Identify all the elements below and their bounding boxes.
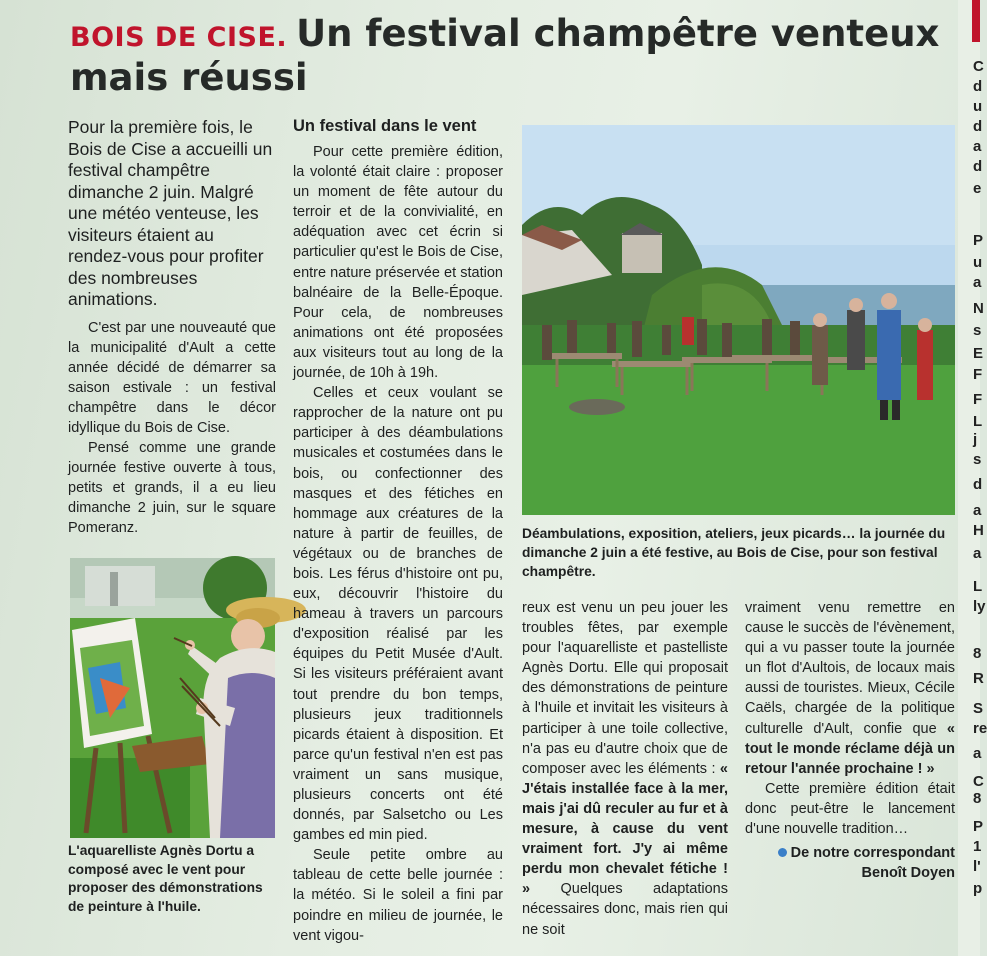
caption-photo-painter: L'aquarelliste Agnès Dortu a composé avec le vent pour proposer des démonstrations de peinture à l'huile. bbox=[68, 843, 263, 914]
edge-fragment: s bbox=[973, 322, 982, 339]
adjacent-article-edge bbox=[958, 0, 987, 956]
edge-fragment: a bbox=[973, 274, 982, 291]
bullet-dot-icon bbox=[778, 848, 787, 857]
edge-fragment: j bbox=[973, 431, 978, 448]
edge-fragment: H bbox=[973, 522, 984, 539]
edge-fragment: d bbox=[973, 118, 983, 135]
edge-fragment: S bbox=[973, 700, 984, 717]
byline-author: Benoît Doyen bbox=[861, 865, 955, 882]
photo-festival-image bbox=[522, 125, 955, 515]
lead-paragraph: Pour la première fois, le Bois de Cise a accueilli un festival champêtre dimanche 2 juin. Malgré une météo venteuse, les visiteurs étaient au rendez-vous pour profiter des nombreuses animations. bbox=[68, 117, 273, 309]
edge-fragment: C bbox=[973, 773, 984, 790]
column-2-paragraph-1: Pour cette première édition, la volonté était claire : proposer un moment de fête autour du terroir et de la convivialité, en adéquation avec cet écrin si particulier qu'est le Bois de Cise, entre nature préservée et station balnéaire de la Belle-Époque. Pour cela, de nombreuses animations ont été proposées aux visiteurs tout au long de la journée, de 10h à 19h. bbox=[293, 144, 503, 382]
column-4-paragraph-1 bbox=[745, 598, 955, 779]
edge-fragment: N bbox=[973, 300, 984, 317]
edge-fragment: F bbox=[973, 391, 983, 408]
edge-fragment: ly bbox=[973, 598, 986, 615]
edge-fragment: d bbox=[973, 158, 983, 175]
edge-fragment: a bbox=[973, 138, 982, 155]
edge-fragment: 8 bbox=[973, 645, 982, 662]
column-4-text-a: vraiment venu remettre en cause le succès de l'évènement, qui a vu passer toute la journée un flot d'Aultois, de locaux mais aussi de touristes. Mieux, Cécile Caëls, chargée de la politique culturelle d'Ault, confie que bbox=[745, 600, 955, 737]
column-3-text-b: Quelques adaptations nécessaires donc, mais rien qui ne soit bbox=[522, 881, 728, 938]
edge-fragment: u bbox=[973, 98, 983, 115]
edge-fragment: F bbox=[973, 366, 983, 383]
headline-title: Un festival champêtre venteux mais réussi bbox=[70, 12, 940, 99]
photo-festival bbox=[522, 125, 955, 515]
edge-fragment: P bbox=[973, 818, 984, 835]
column-2-paragraph-2: Celles et ceux voulant se rapprocher de la nature ont pu participer à des déambulations musicales et costumées dans le bois, ou confectionner des masques et des fétiches en hommage aux créatures de la nature à partir de feuilles, de végétaux ou de branches de bois. Les férus d'histoire ont pu, eux, découvrir l'histoire du hameau à travers un parcours d'exposition réalisé par les équipes du Petit Musée d'Ault. Si les visiteurs préféraient avant tout prendre du bon temps, plusieurs jeux traditionnels picards étaient à disposition. Et parce qu'un festival n'en est pas vraiment un sans musique, plusieurs concerts ont été donnés, par Salsetcho ou Les gambes ed min pied. bbox=[293, 385, 503, 844]
edge-fragment: E bbox=[973, 345, 984, 362]
column-1 bbox=[68, 318, 276, 538]
column-3-text-a: reux est venu un peu jouer les troubles fêtes, par exemple pour l'aquarelliste et pastelliste Agnès Dortu. Elle qui proposait des démonstrations de peinture à l'huile et invitait les visiteurs à participer à une toile collective, n'a pas eu d'autre choix que de composer avec les éléments : bbox=[522, 600, 728, 777]
column-4-quote: « tout le monde réclame déjà un retour l'année prochaine ! » bbox=[745, 720, 955, 777]
edge-fragment: d bbox=[973, 78, 983, 95]
edge-fragment: d bbox=[973, 476, 983, 493]
column-3-paragraph bbox=[522, 598, 728, 940]
column-1-paragraph-1: C'est par une nouveauté que la municipalité d'Ault a cette année décidé de démarrer sa saison estivale : un festival champêtre dans le décor idyllique du Bois de Cise. bbox=[68, 320, 276, 436]
subhead: Un festival dans le vent bbox=[293, 117, 477, 135]
edge-fragment: a bbox=[973, 545, 982, 562]
column-3-quote: « J'étais installée face à la mer, mais j'ai dû reculer au fur et à mesure, à cause du vent vraiment fort. J'y ai même perdu mon chevalet fétiche ! » bbox=[522, 760, 728, 898]
column-2 bbox=[293, 117, 503, 946]
edge-fragment: 1 bbox=[973, 838, 982, 855]
headline-kicker: BOIS DE CISE. bbox=[70, 22, 288, 53]
headline bbox=[70, 12, 940, 100]
edge-fragment: re bbox=[973, 720, 987, 737]
byline-role: De notre correspondant bbox=[790, 845, 955, 862]
edge-fragment: a bbox=[973, 745, 982, 762]
caption-photo-festival: Déambulations, exposition, ateliers, jeux picards… la journée du dimanche 2 juin a été festive, au Bois de Cise, pour son festival champêtre. bbox=[522, 526, 946, 579]
column-4 bbox=[745, 598, 955, 883]
edge-fragment: L bbox=[973, 578, 983, 595]
edge-fragment: p bbox=[973, 880, 983, 897]
edge-fragment: s bbox=[973, 451, 982, 468]
photo-painter bbox=[70, 558, 275, 838]
adjacent-red-bar bbox=[972, 0, 980, 42]
edge-fragment: P bbox=[973, 232, 984, 249]
edge-fragment: 8 bbox=[973, 790, 982, 807]
edge-fragment: a bbox=[973, 502, 982, 519]
column-3 bbox=[522, 598, 728, 940]
photo-painter-image bbox=[70, 558, 275, 838]
column-1-paragraph-2: Pensé comme une grande journée festive ouverte à tous, petits et grands, il a eu lieu dimanche 2 juin, sur le square Pomeranz. bbox=[68, 440, 276, 536]
edge-fragment: C bbox=[973, 58, 984, 75]
column-4-paragraph-2: Cette première édition était donc peut-être le lancement d'une nouvelle tradition… bbox=[745, 780, 955, 838]
edge-fragment: u bbox=[973, 254, 983, 271]
edge-fragment: l' bbox=[973, 858, 981, 875]
edge-fragment: e bbox=[973, 180, 982, 197]
edge-fragment: L bbox=[973, 413, 983, 430]
column-2-paragraph-3: Seule petite ombre au tableau de cette belle journée : la météo. Si le soleil a fini par poindre en milieu de journée, le vent vigou- bbox=[293, 847, 503, 944]
byline bbox=[745, 843, 955, 883]
edge-fragment: R bbox=[973, 670, 984, 687]
